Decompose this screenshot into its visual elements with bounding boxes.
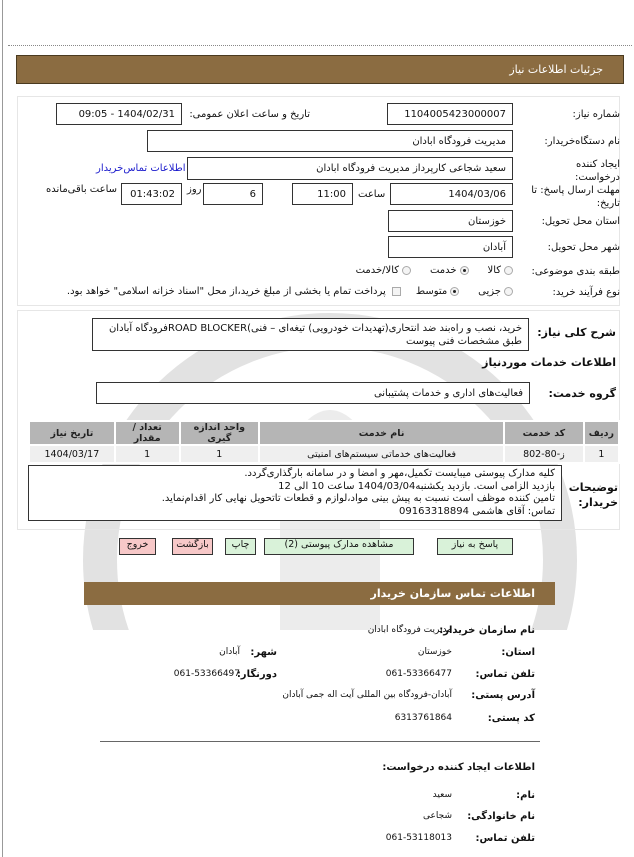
process-radio-group: جزیی متوسط (416, 286, 516, 297)
buyer-contact-link[interactable]: اطلاعات تماس‌خریدار (96, 163, 186, 174)
col-unit: واحد اندازه گیری (180, 421, 260, 445)
need-number-field: 1104005423000007 (387, 103, 513, 125)
postal-label: کد پستی: (487, 713, 535, 724)
creator-label: ایجاد کننده درخواست: (575, 159, 620, 183)
category-label: طبقه بندی موضوعی: (531, 266, 620, 277)
deadline-time-field: 11:00 (292, 183, 353, 205)
announce-field: 1404/02/31 - 09:05 (56, 103, 182, 125)
address-label: آدرس پستی: (471, 690, 535, 701)
category-radio-goods[interactable] (504, 266, 513, 275)
group-field: فعالیت‌های اداری و خدمات پشتیبانی (96, 382, 530, 404)
dotted-divider (8, 45, 632, 46)
contact-phone-label: تلفن تماس: (475, 669, 535, 680)
notes-field: کلیه مدارک پیوستی میبایست تکمیل،مهر و امضا و در سامانه بارگذاری‌گردد. بازدید الزامی است. بازدید یکشنبه1404/03/04 ساعت 10 الی 12 تامین کننده موظف است نسبت به پیش بینی مواد،لوازم و قطعات تاتحویل نهایی کار اقدام‌نماید. تماس: آقای هاشمی 09163318894 (28, 465, 562, 521)
city-field: آبادان (388, 236, 513, 258)
page-title: جزئیات اطلاعات نیاز (509, 63, 603, 76)
category-radio-group: کالا خدمت کالا/خدمت (356, 265, 516, 276)
creator-info-title: اطلاعات ایجاد کننده درخواست: (382, 762, 535, 773)
fax-value: 061-53366497 (173, 669, 240, 679)
contact-city-value: آبادان (219, 647, 240, 657)
creator-phone-label: تلفن تماس: (475, 833, 535, 844)
group-label: گروه خدمت: (548, 387, 616, 400)
process-label: نوع فرآیند خرید: (552, 287, 620, 298)
buyer-field: مدیریت فرودگاه ابادان (147, 130, 513, 152)
creator-phone-value: 061-53118013 (385, 833, 452, 843)
province-label: استان محل تحویل: (541, 216, 620, 227)
contact-province-value: خوزستان (417, 647, 452, 657)
process-radio-medium[interactable] (450, 287, 459, 296)
view-attachments-button[interactable]: مشاهده مدارک پیوستی (2) (264, 538, 414, 555)
print-button[interactable]: چاپ (225, 538, 256, 555)
back-button[interactable]: بازگشت (172, 538, 213, 555)
services-title: اطلاعات خدمات موردنیاز (482, 356, 616, 369)
city-label: شهر محل تحویل: (547, 242, 620, 253)
need-number-label: شماره نیاز: (572, 109, 620, 120)
province-field: خوزستان (388, 210, 513, 232)
announce-label: تاریخ و ساعت اعلان عمومی: (189, 109, 310, 120)
time-label: ساعت (358, 189, 386, 200)
org-value: مدیریت فرودگاه ابادان (367, 625, 452, 635)
contact-phone-value: 061-53366477 (385, 669, 452, 679)
exit-button[interactable]: خروج (119, 538, 156, 555)
deadline-date-field: 1404/03/06 (390, 183, 513, 205)
treasury-checkbox[interactable] (392, 287, 401, 296)
deadline-label: مهلت ارسال پاسخ: تا تاریخ: (531, 185, 620, 209)
col-code: کد خدمت (504, 421, 584, 445)
col-date: تاریخ نیاز (29, 421, 115, 445)
contact-city-label: شهر: (250, 647, 277, 658)
services-table (28, 420, 620, 464)
contact-province-label: استان: (501, 647, 535, 658)
category-radio-service[interactable] (460, 266, 469, 275)
page-header (16, 55, 624, 84)
col-name: نام خدمت (259, 421, 504, 445)
creator-field: سعید شجاعی کارپرداز مدیریت فرودگاه ابادان (187, 157, 513, 180)
col-qty: تعداد / مقدار (115, 421, 180, 445)
org-label: نام سازمان خریدار: (439, 625, 535, 636)
contact-header: اطلاعات تماس سازمان خریدار (84, 582, 555, 605)
family-value: شجاعی (423, 811, 452, 821)
col-row: ردیف (584, 421, 619, 445)
process-radio-minor[interactable] (504, 287, 513, 296)
remaining-field: 01:43:02 (121, 183, 182, 205)
contact-divider (100, 741, 540, 742)
days-field: 6 (203, 183, 263, 205)
fax-label: دورنگار: (236, 669, 277, 680)
name-label: نام: (516, 790, 535, 801)
name-value: سعید (432, 790, 452, 800)
notes-label: توضیحات خریدار: (568, 481, 618, 509)
days-label: روز (187, 184, 202, 195)
postal-value: 6313761864 (394, 713, 452, 723)
reply-button[interactable]: پاسخ به نیاز (437, 538, 513, 555)
category-radio-both[interactable] (402, 266, 411, 275)
desc-field: خرید، نصب و راه‌بند ضد انتحاری(تهدیدات خودرویی) تیغه‌ای – فنی)ROAD BLOCKERفرودگاه آبادان طبق مشخصات فنی پیوست (92, 318, 529, 351)
payment-note: پرداخت تمام یا بخشی از مبلغ خرید،از محل "اسناد خزانه اسلامی" خواهد بود. (67, 286, 404, 297)
buyer-label: نام دستگاه‌خریدار: (544, 136, 620, 147)
family-label: نام خانوادگی: (467, 811, 535, 822)
address-value: آبادان-فرودگاه بین المللی آیت اله جمی آبادان (282, 690, 452, 700)
remaining-label: ساعت باقی‌مانده (46, 184, 118, 195)
table-row: 1 ز-80-802 فعالیت‌های خدماتی سیستم‌های امنیتی 1 1 1404/03/17 (29, 445, 619, 463)
table-header-row (29, 421, 619, 445)
desc-label: شرح کلی نیاز: (537, 326, 616, 339)
